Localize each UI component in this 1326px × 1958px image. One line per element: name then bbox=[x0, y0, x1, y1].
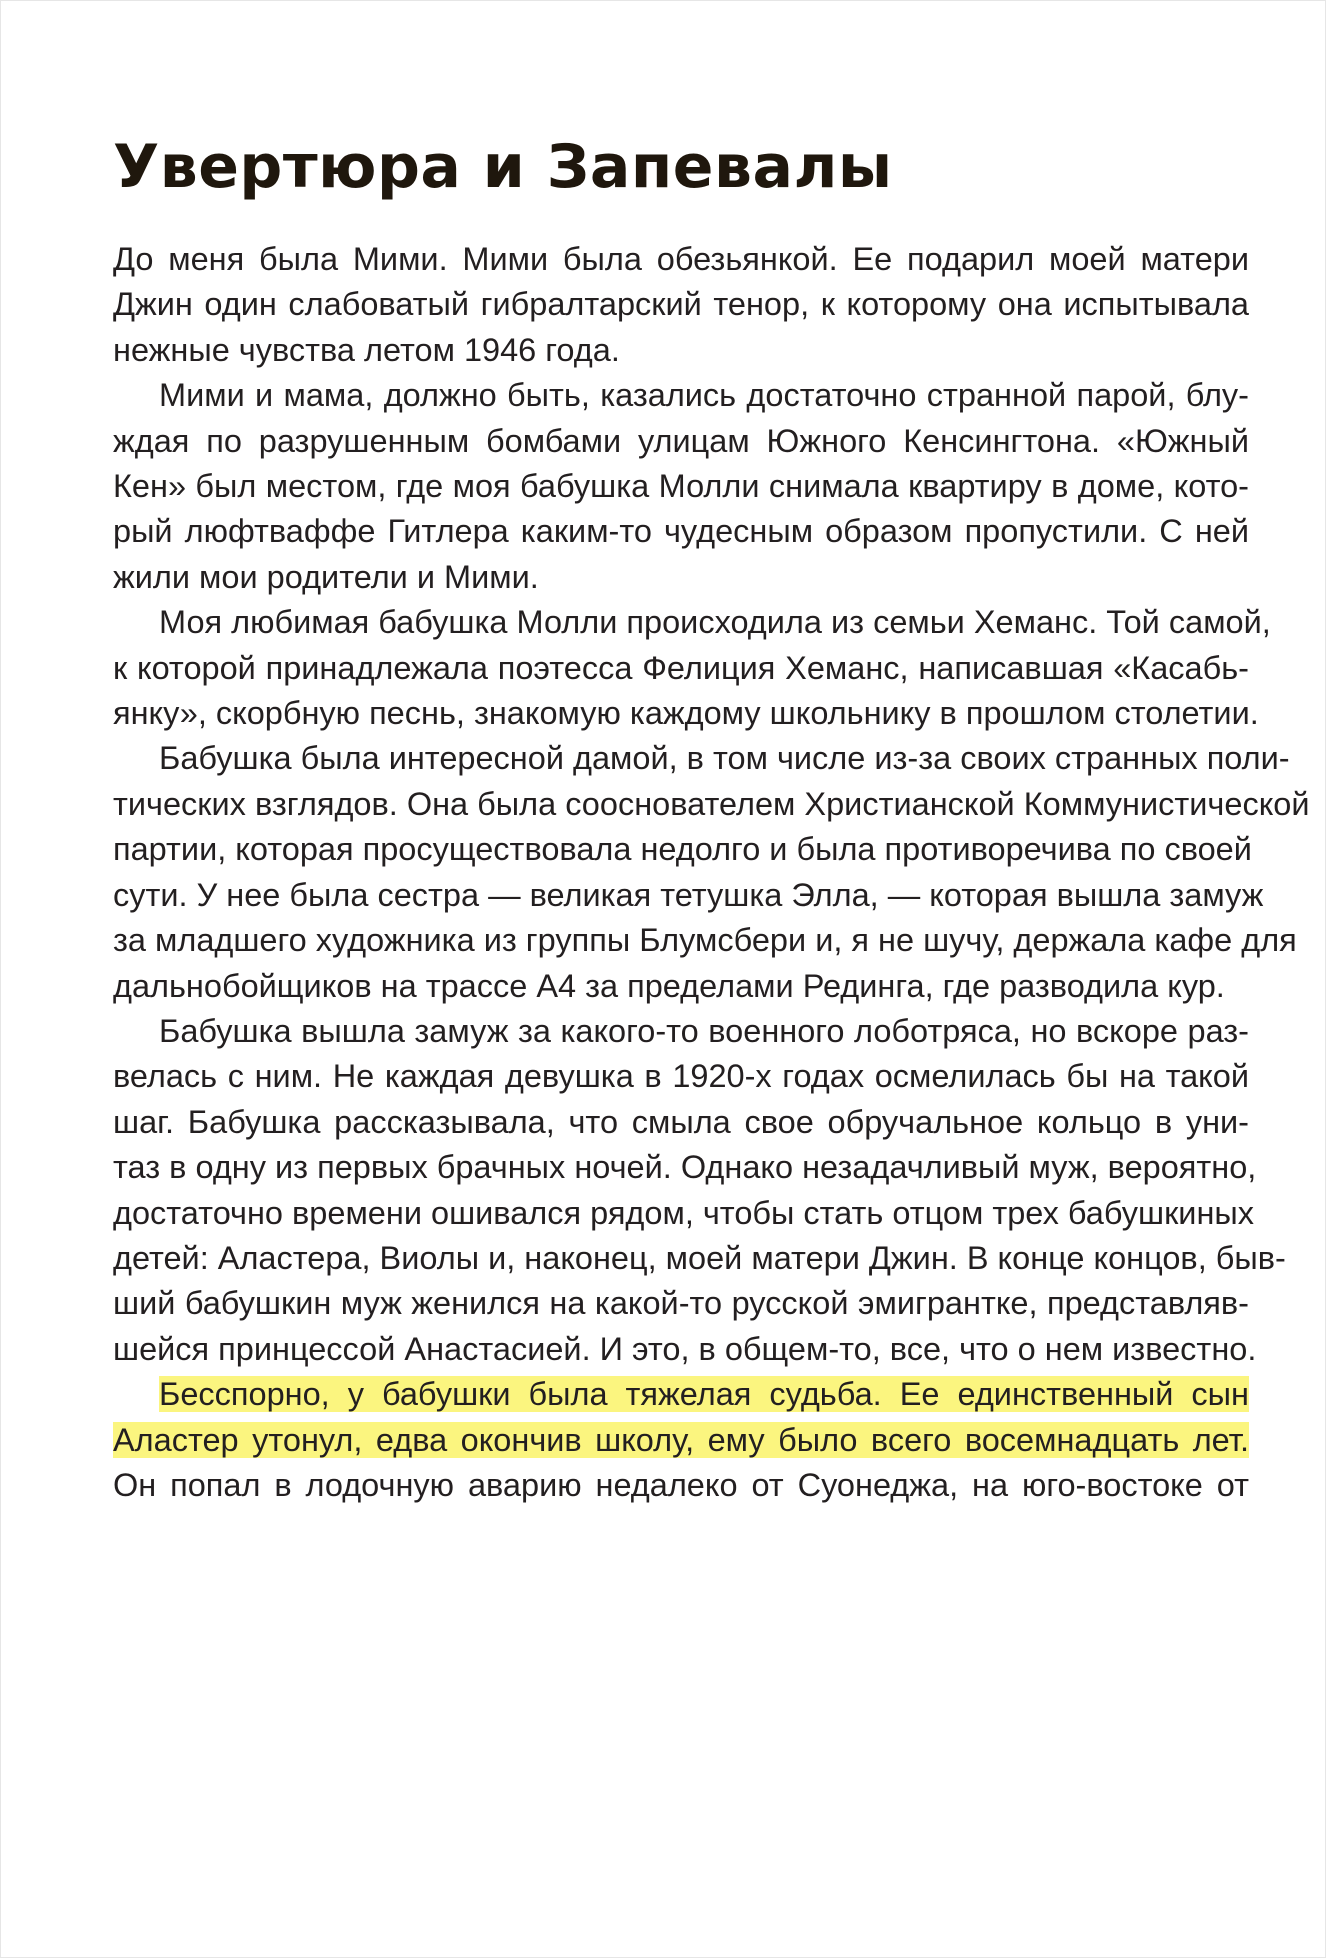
text-line: за младшего художника из группы Блумсбери и, я не шучу, держала кафе для bbox=[113, 922, 1297, 959]
text-line: нежные чувства летом 1946 года. bbox=[113, 331, 620, 368]
highlight-mark: Бесспорно, у бабушки была тяжелая судьба. Ее единственный сын bbox=[159, 1376, 1249, 1413]
text-line: ждая по разрушенным бомбами улицам Южного Кенсингтона. «Южный bbox=[113, 422, 1249, 459]
text-line: Бабушка была интересной дамой, в том числе из-за своих странных поли- bbox=[159, 740, 1290, 777]
paragraph-6 bbox=[113, 1372, 1249, 1508]
text-line: шейся принцессой Анастасией. И это, в общем-то, все, что о нем известно. bbox=[113, 1330, 1257, 1367]
page-content bbox=[113, 129, 1310, 1508]
text-line: жили мои родители и Мими. bbox=[113, 558, 539, 595]
text-line: Кен» был местом, где моя бабушка Молли снимала квартиру в доме, кото- bbox=[113, 468, 1249, 505]
paragraph-1 bbox=[113, 237, 1249, 373]
text-line: партии, которая просуществовала недолго и была противоречива по своей bbox=[113, 831, 1252, 868]
text-line: Бабушка вышла замуж за какого-то военного лоботряса, но вскоре раз- bbox=[159, 1012, 1249, 1049]
text-line: тических взглядов. Она была сооснователем Христианской Коммунистической bbox=[113, 785, 1310, 822]
text-line: Джин один слабоватый гибралтарский тенор, к которому она испытывала bbox=[113, 286, 1249, 323]
text-line: сути. У нее была сестра — великая тетушка Элла, — которая вышла замуж bbox=[113, 876, 1264, 913]
text-line: шаг. Бабушка рассказывала, что смыла свое обручальное кольцо в уни- bbox=[113, 1103, 1249, 1140]
text-line: Мими и мама, должно быть, казались достаточно странной парой, блу- bbox=[159, 377, 1249, 414]
paragraph-3 bbox=[113, 600, 1271, 736]
text-line: дальнобойщиков на трассе А4 за пределами Рединга, где разводила кур. bbox=[113, 967, 1225, 1004]
text-line: детей: Аластера, Виолы и, наконец, моей матери Джин. В конце концов, быв- bbox=[113, 1239, 1286, 1276]
highlight-mark: Аластер утонул, едва окончив школу, ему было всего восемнадцать лет. bbox=[113, 1421, 1249, 1458]
text-line: янку», скорбную песнь, знакомую каждому школьнику в прошлом столетии. bbox=[113, 695, 1259, 732]
text-line: До меня была Мими. Мими была обезьянкой. Ее подарил моей матери bbox=[113, 241, 1249, 277]
paragraph-5 bbox=[113, 1009, 1286, 1372]
text-line: ший бабушкин муж женился на какой-то русской эмигрантке, представляв- bbox=[113, 1285, 1249, 1322]
text-line: к которой принадлежала поэтесса Фелиция Хеманс, написавшая «Касабь- bbox=[113, 649, 1249, 686]
highlighted-line bbox=[113, 1418, 1249, 1463]
highlighted-line bbox=[113, 1372, 1249, 1417]
text-line: Он попал в лодочную аварию недалеко от Суонеджа, на юго-востоке от bbox=[113, 1466, 1249, 1503]
text-line: Моя любимая бабушка Молли происходила из семьи Хеманс. Той самой, bbox=[159, 604, 1271, 641]
text-line: достаточно времени ошивался рядом, чтобы стать отцом трех бабушкиных bbox=[113, 1194, 1255, 1231]
paragraph-4 bbox=[113, 736, 1310, 1008]
text-line: таз в одну из первых брачных ночей. Однако незадачливый муж, вероятно, bbox=[113, 1149, 1257, 1186]
text-line: велась с ним. Не каждая девушка в 1920-х годах осмелилась бы на такой bbox=[113, 1058, 1249, 1095]
chapter-title: Увертюра и Запевалы bbox=[113, 132, 893, 202]
text-line: рый люфтваффе Гитлера каким-то чудесным образом пропустили. С ней bbox=[113, 513, 1249, 550]
paragraph-2 bbox=[113, 373, 1249, 600]
